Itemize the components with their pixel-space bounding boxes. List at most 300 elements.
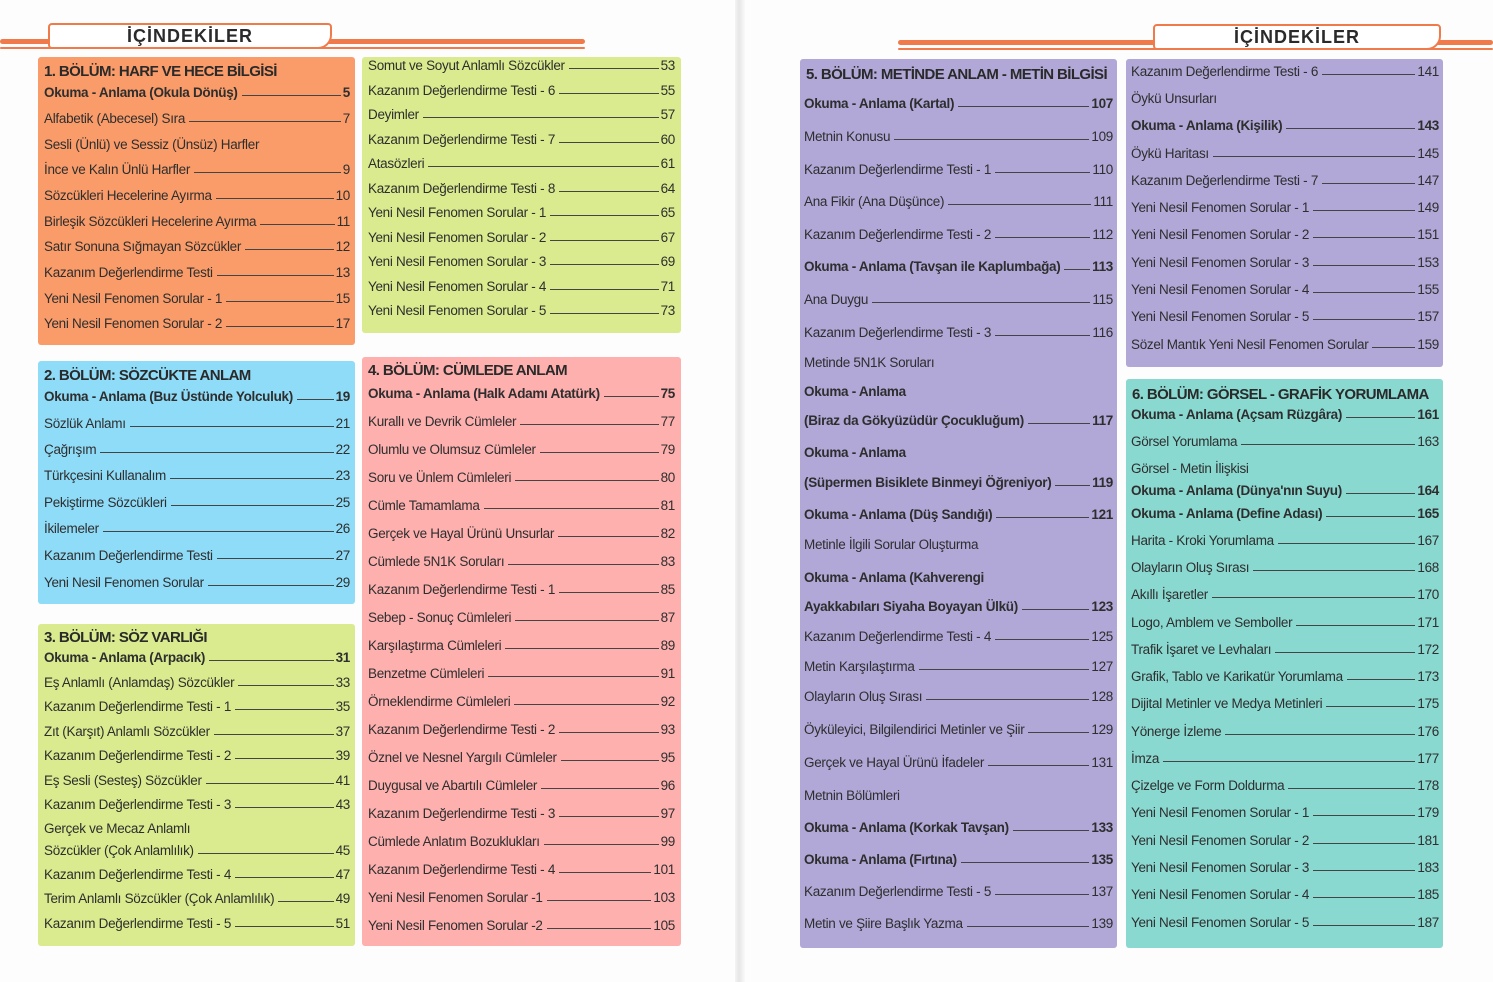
toc-leader-line — [1322, 74, 1415, 75]
toc-entry-title: Cümlede 5N1K Soruları — [368, 554, 505, 569]
toc-entry-title: Kazanım Değerlendirme Testi - 8 — [368, 181, 556, 196]
toc-entry-page: 83 — [660, 554, 675, 569]
toc-leader-line — [515, 480, 658, 481]
toc-entry — [1131, 802, 1439, 820]
toc-leader-line — [1055, 485, 1090, 486]
toc-leader-line — [1253, 570, 1415, 571]
toc-entry-title: Kazanım Değerlendirme Testi - 1 — [368, 582, 556, 597]
toc-entry-title: Metnin Bölümleri — [804, 788, 900, 803]
toc-entry-title: Okuma - Anlama (Define Adası) — [1131, 506, 1323, 521]
toc-entry-title: Yeni Nesil Fenomen Sorular - 2 — [1131, 833, 1310, 848]
toc-entry — [368, 153, 675, 171]
toc-leader-line — [1346, 493, 1415, 494]
toc-leader-line — [206, 783, 334, 784]
toc-entry-title: Gerçek ve Mecaz Anlamlı — [44, 821, 191, 836]
toc-entry-page: 77 — [660, 414, 675, 429]
toc-entry-title: Okuma - Anlama (Arpacık) — [44, 650, 206, 665]
toc-leader-line — [1241, 444, 1415, 445]
toc-entry-page: 19 — [335, 389, 350, 404]
toc-entry — [804, 410, 1113, 428]
toc-entry-page: 17 — [335, 316, 350, 331]
toc-entry-page: 99 — [660, 834, 675, 849]
toc-leader-line — [1064, 269, 1090, 270]
toc-entry-page: 45 — [335, 843, 350, 858]
toc-entry — [1131, 224, 1439, 242]
toc-entry-page: 127 — [1091, 659, 1113, 674]
toc-entry — [44, 439, 350, 457]
toc-leader-line — [1313, 319, 1415, 320]
section-title: 2. BÖLÜM: SÖZCÜKTE ANLAM — [44, 367, 251, 384]
toc-entry — [44, 672, 350, 690]
toc-entry — [804, 596, 1113, 614]
toc-entry-page: 35 — [335, 699, 350, 714]
toc-entry-page: 165 — [1417, 506, 1439, 521]
toc-entry-page: 75 — [660, 386, 675, 401]
toc-entry-page: 51 — [335, 916, 350, 931]
toc-entry-page: 95 — [660, 750, 675, 765]
toc-leader-line — [198, 853, 334, 854]
toc-entry-title: Olayların Oluş Sırası — [804, 689, 923, 704]
toc-entry — [1131, 115, 1439, 133]
toc-entry — [44, 288, 350, 306]
toc-entry-title: Logo, Amblem ve Semboller — [1131, 615, 1293, 630]
toc-leader-line — [547, 900, 652, 901]
toc-entry-title: Okuma - Anlama (Dünya'nın Suyu) — [1131, 483, 1342, 498]
toc-entry-page: 82 — [660, 526, 675, 541]
toc-entry-page: 55 — [660, 83, 675, 98]
toc-leader-line — [1326, 516, 1415, 517]
toc-entry-page: 9 — [342, 162, 350, 177]
toc-entry-title: Terim Anlamlı Sözcükler (Çok Anlamlılık) — [44, 891, 275, 906]
toc-entry-page: 119 — [1092, 475, 1113, 490]
toc-entry-page: 153 — [1417, 255, 1439, 270]
toc-entry-title: Yeni Nesil Fenomen Sorular - 5 — [1131, 915, 1310, 930]
toc-leader-line — [170, 478, 334, 479]
toc-entry-page: 173 — [1417, 669, 1439, 684]
toc-entry-page: 161 — [1417, 407, 1439, 422]
toc-entry-page: 69 — [660, 254, 675, 269]
toc-entry-page: 80 — [660, 470, 675, 485]
toc-entry — [804, 256, 1113, 274]
toc-entry-title: Okuma - Anlama — [804, 384, 906, 399]
toc-entry-title: Eş Sesli (Sesteş) Sözcükler — [44, 773, 202, 788]
toc-entry — [804, 686, 1113, 704]
toc-leader-line — [297, 399, 334, 400]
toc-entry — [44, 818, 350, 836]
toc-entry-page: 107 — [1091, 96, 1113, 111]
toc-entry-page: 61 — [660, 156, 675, 171]
toc-leader-line — [559, 142, 659, 143]
toc-entry-title: İkilemeler — [44, 521, 99, 536]
toc-entry-title: Yeni Nesil Fenomen Sorular - 2 — [368, 230, 547, 245]
toc-entry-page: 93 — [660, 722, 675, 737]
toc-leader-line — [544, 844, 659, 845]
toc-leader-line — [508, 564, 658, 565]
toc-entry-title: İnce ve Kalın Ünlü Harfler — [44, 162, 191, 177]
toc-leader-line — [1313, 237, 1415, 238]
toc-entry-page: 164 — [1417, 483, 1439, 498]
toc-leader-line — [1346, 417, 1415, 418]
toc-leader-line — [559, 816, 659, 817]
toc-entry — [368, 831, 675, 849]
toc-entry-title: İmza — [1131, 751, 1160, 766]
toc-entry-title: Görsel - Metin İlişkisi — [1131, 461, 1249, 476]
toc-entry-title: Akıllı İşaretler — [1131, 587, 1208, 602]
toc-leader-line — [988, 765, 1089, 766]
toc-entry-title: Yeni Nesil Fenomen Sorular - 2 — [44, 316, 223, 331]
toc-entry-page: 85 — [660, 582, 675, 597]
toc-entry-page: 135 — [1091, 852, 1113, 867]
toc-entry-page: 187 — [1417, 915, 1439, 930]
toc-entry-page: 101 — [653, 862, 675, 877]
toc-entry-page: 171 — [1417, 615, 1439, 630]
toc-entry-title: Benzetme Cümleleri — [368, 666, 485, 681]
toc-entry — [804, 656, 1113, 674]
toc-entry-page: 91 — [660, 666, 675, 681]
toc-entry-title: Alfabetik (Abecesel) Sıra — [44, 111, 186, 126]
toc-entry — [44, 492, 350, 510]
toc-entry — [804, 881, 1113, 899]
toc-entry — [368, 202, 675, 220]
toc-entry — [44, 236, 350, 254]
book-spine — [735, 0, 745, 982]
toc-entry-title: Trafik İşaret ve Levhaları — [1131, 642, 1272, 657]
toc-entry-page: 139 — [1091, 916, 1113, 931]
toc-entry-title: Kazanım Değerlendirme Testi - 1 — [804, 162, 992, 177]
toc-title-left: İÇİNDEKİLER — [48, 23, 332, 49]
toc-entry — [804, 719, 1113, 737]
toc-entry-page: 22 — [335, 442, 350, 457]
toc-entry-title: Kazanım Değerlendirme Testi - 3 — [44, 797, 232, 812]
toc-entry-page: 87 — [660, 610, 675, 625]
toc-entry-page: 168 — [1417, 560, 1439, 575]
toc-entry-page: 143 — [1417, 118, 1439, 133]
toc-entry — [804, 752, 1113, 770]
toc-leader-line — [894, 139, 1089, 140]
toc-entry — [1131, 88, 1439, 106]
toc-entry-title: Sözcükleri Hecelerine Ayırma — [44, 188, 212, 203]
toc-entry-title: Metnin Konusu — [804, 129, 891, 144]
toc-leader-line — [1278, 543, 1416, 544]
toc-entry — [1131, 431, 1439, 449]
toc-entry-title: Kazanım Değerlendirme Testi - 7 — [368, 132, 556, 147]
toc-entry — [44, 696, 350, 714]
toc-leader-line — [235, 807, 334, 808]
section-title: 6. BÖLÜM: GÖRSEL - GRAFİK YORUMLAMA — [1132, 386, 1429, 403]
toc-leader-line — [1275, 652, 1415, 653]
toc-entry-title: Zıt (Karşıt) Anlamlı Sözcükler — [44, 724, 210, 739]
toc-entry — [44, 770, 350, 788]
toc-entry-title: Ana Fikir (Ana Düşünce) — [804, 194, 945, 209]
toc-entry-title: Cümle Tamamlama — [368, 498, 480, 513]
toc-entry-title: Metinle İlgili Sorular Oluşturma — [804, 537, 979, 552]
toc-entry-page: 137 — [1091, 884, 1113, 899]
toc-entry-title: Deyimler — [368, 107, 419, 122]
toc-entry-title: Okuma - Anlama (Kahverengi — [804, 570, 985, 585]
toc-leader-line — [1313, 843, 1415, 844]
toc-entry — [44, 721, 350, 739]
toc-leader-line — [1225, 734, 1415, 735]
toc-leader-line — [948, 204, 1091, 205]
toc-leader-line — [171, 505, 334, 506]
toc-leader-line — [238, 685, 333, 686]
toc-entry-page: 115 — [1092, 292, 1113, 307]
toc-entry-title: Yeni Nesil Fenomen Sorular - 2 — [1131, 227, 1310, 242]
toc-entry-page: 15 — [335, 291, 350, 306]
toc-entry — [804, 289, 1113, 307]
toc-entry-title: Yeni Nesil Fenomen Sorular - 4 — [368, 279, 547, 294]
toc-entry-title: Yeni Nesil Fenomen Sorular - 3 — [368, 254, 547, 269]
toc-leader-line — [235, 926, 334, 927]
toc-entry — [1131, 639, 1439, 657]
toc-leader-line — [967, 926, 1090, 927]
toc-entry-title: Kazanım Değerlendirme Testi - 2 — [44, 748, 232, 763]
toc-entry — [804, 126, 1113, 144]
toc-leader-line — [995, 172, 1090, 173]
toc-leader-line — [242, 95, 341, 96]
toc-leader-line — [561, 760, 659, 761]
toc-entry-title: Yeni Nesil Fenomen Sorular -2 — [368, 918, 543, 933]
toc-entry-page: 103 — [653, 890, 675, 905]
toc-entry — [1131, 170, 1439, 188]
toc-leader-line — [520, 424, 658, 425]
toc-leader-line — [559, 93, 659, 94]
toc-entry — [368, 300, 675, 318]
toc-entry — [44, 572, 350, 590]
toc-entry-page: 73 — [660, 303, 675, 318]
toc-entry-title: Yeni Nesil Fenomen Sorular - 1 — [1131, 200, 1310, 215]
toc-entry-page: 110 — [1092, 162, 1113, 177]
toc-entry — [44, 108, 350, 126]
toc-entry-page: 25 — [335, 495, 350, 510]
toc-entry — [44, 134, 350, 152]
toc-entry — [1131, 557, 1439, 575]
toc-entry-page: 64 — [660, 181, 675, 196]
toc-entry — [368, 251, 675, 269]
toc-entry-title: Duygusal ve Abartılı Cümleler — [368, 778, 538, 793]
toc-entry — [804, 224, 1113, 242]
toc-entry-title: Ayakkabıları Siyaha Boyayan Ülkü) — [804, 599, 1018, 614]
toc-entry-page: 181 — [1417, 833, 1439, 848]
toc-leader-line — [194, 172, 341, 173]
toc-entry-title: Kazanım Değerlendirme Testi - 1 — [44, 699, 232, 714]
toc-entry-title: Kazanım Değerlendirme Testi - 5 — [44, 916, 232, 931]
toc-entry — [368, 579, 675, 597]
toc-entry — [368, 523, 675, 541]
toc-entry — [1131, 748, 1439, 766]
toc-leader-line — [540, 452, 659, 453]
toc-entry — [44, 413, 350, 431]
toc-entry-title: Okuma - Anlama (Tavşan ile Kaplumbağa) — [804, 259, 1061, 274]
toc-leader-line — [541, 788, 658, 789]
toc-entry-title: Okuma - Anlama — [804, 445, 906, 460]
toc-leader-line — [559, 191, 659, 192]
toc-leader-line — [995, 237, 1090, 238]
toc-entry-title: Cümlede Anlatım Bozuklukları — [368, 834, 540, 849]
toc-leader-line — [209, 660, 333, 661]
toc-entry-title: Okuma - Anlama (Fırtına) — [804, 852, 957, 867]
toc-entry-page: 57 — [660, 107, 675, 122]
toc-entry — [44, 185, 350, 203]
toc-entry — [804, 352, 1113, 370]
toc-entry-title: Yeni Nesil Fenomen Sorular -1 — [368, 890, 543, 905]
toc-entry — [44, 262, 350, 280]
toc-entry-title: Yeni Nesil Fenomen Sorular - 4 — [1131, 282, 1310, 297]
toc-leader-line — [226, 326, 333, 327]
toc-entry — [368, 803, 675, 821]
toc-entry — [1131, 884, 1439, 902]
toc-entry-title: Okuma - Anlama (Okula Dönüş) — [44, 85, 238, 100]
toc-entry — [804, 849, 1113, 867]
toc-entry-title: Okuma - Anlama (Halk Adamı Atatürk) — [368, 386, 600, 401]
toc-entry — [368, 178, 675, 196]
toc-entry-page: 29 — [335, 575, 350, 590]
toc-entry-title: Kazanım Değerlendirme Testi - 7 — [1131, 173, 1319, 188]
toc-entry-title: Öyküleyici, Bilgilendirici Metinler ve Şiir — [804, 722, 1025, 737]
toc-leader-line — [550, 240, 658, 241]
toc-entry-title: Okuma - Anlama (Açsam Rüzgâra) — [1131, 407, 1343, 422]
toc-entry — [368, 551, 675, 569]
toc-entry — [1131, 404, 1439, 422]
toc-leader-line — [550, 289, 658, 290]
toc-entry-title: Okuma - Anlama (Kişilik) — [1131, 118, 1283, 133]
toc-leader-line — [547, 928, 652, 929]
toc-entry-page: 89 — [660, 638, 675, 653]
toc-entry-title: Pekiştirme Sözcükleri — [44, 495, 167, 510]
toc-entry — [368, 719, 675, 737]
toc-leader-line — [226, 301, 333, 302]
toc-leader-line — [1313, 815, 1415, 816]
toc-entry-page: 133 — [1091, 820, 1113, 835]
toc-entry — [1131, 334, 1439, 352]
toc-entry — [804, 626, 1113, 644]
toc-leader-line — [958, 106, 1089, 107]
toc-leader-line — [235, 709, 334, 710]
toc-entry-title: Kurallı ve Devrik Cümleler — [368, 414, 517, 429]
toc-entry-page: 71 — [660, 279, 675, 294]
toc-entry — [804, 191, 1113, 209]
toc-entry-title: Karşılaştırma Cümleleri — [368, 638, 502, 653]
toc-entry-page: 131 — [1091, 755, 1113, 770]
toc-entry-page: 116 — [1092, 325, 1113, 340]
toc-entry — [1131, 775, 1439, 793]
toc-entry — [44, 888, 350, 906]
toc-entry — [1131, 306, 1439, 324]
toc-entry — [804, 93, 1113, 111]
toc-entry-title: Dijital Metinler ve Medya Metinleri — [1131, 696, 1323, 711]
toc-entry-title: Yeni Nesil Fenomen Sorular - 1 — [44, 291, 223, 306]
toc-leader-line — [103, 531, 334, 532]
toc-entry-title: Çağrışım — [44, 442, 97, 457]
toc-entry-title: (Biraz da Gökyüzüdür Çocukluğum) — [804, 413, 1024, 428]
toc-entry-title: Yeni Nesil Fenomen Sorular - 1 — [1131, 805, 1310, 820]
toc-entry — [44, 913, 350, 931]
toc-entry-title: Metinde 5N1K Soruları — [804, 355, 935, 370]
toc-leader-line — [245, 249, 334, 250]
toc-entry-page: 179 — [1417, 805, 1439, 820]
toc-entry-page: 113 — [1092, 259, 1113, 274]
toc-entry — [1131, 612, 1439, 630]
toc-entry-title: Sözlük Anlamı — [44, 416, 126, 431]
toc-leader-line — [604, 396, 659, 397]
toc-leader-line — [558, 536, 659, 537]
toc-entry-title: Kazanım Değerlendirme Testi - 4 — [804, 629, 992, 644]
toc-entry-title: Kazanım Değerlendirme Testi - 4 — [44, 867, 232, 882]
toc-leader-line — [100, 452, 333, 453]
toc-entry-title: (Süpermen Bisiklete Binmeyi Öğreniyor) — [804, 475, 1052, 490]
toc-leader-line — [1372, 347, 1415, 348]
toc-entry — [804, 817, 1113, 835]
toc-entry-title: Kazanım Değerlendirme Testi - 3 — [368, 806, 556, 821]
toc-leader-line — [423, 117, 659, 118]
toc-entry-page: 177 — [1417, 751, 1439, 766]
toc-entry-title: Eş Anlamlı (Anlamdaş) Sözcükler — [44, 675, 235, 690]
toc-entry — [368, 775, 675, 793]
toc-entry — [44, 518, 350, 536]
toc-entry — [804, 504, 1113, 522]
toc-entry-title: Sözcükler (Çok Anlamlılık) — [44, 843, 194, 858]
toc-leader-line — [926, 699, 1089, 700]
toc-entry-title: Olumlu ve Olumsuz Cümleler — [368, 442, 536, 457]
toc-entry-title: Metin Karşılaştırma — [804, 659, 915, 674]
toc-entry-page: 33 — [335, 675, 350, 690]
toc-entry-page: 39 — [335, 748, 350, 763]
toc-entry — [1131, 530, 1439, 548]
toc-entry-page: 178 — [1417, 778, 1439, 793]
toc-leader-line — [1212, 597, 1415, 598]
toc-leader-line — [484, 508, 659, 509]
toc-entry-page: 26 — [335, 521, 350, 536]
toc-entry-title: Öykü Haritası — [1131, 146, 1209, 161]
toc-leader-line — [217, 558, 334, 559]
toc-entry-page: 125 — [1091, 629, 1113, 644]
toc-leader-line — [550, 264, 658, 265]
toc-entry — [368, 495, 675, 513]
toc-entry-title: Yönerge İzleme — [1131, 724, 1222, 739]
toc-leader-line — [260, 224, 334, 225]
toc-entry-title: Kazanım Değerlendirme Testi — [44, 548, 213, 563]
toc-entry-page: 128 — [1091, 689, 1113, 704]
toc-leader-line — [1326, 706, 1415, 707]
toc-entry — [1131, 584, 1439, 602]
toc-entry-page: 155 — [1417, 282, 1439, 297]
toc-entry — [804, 472, 1113, 490]
toc-leader-line — [514, 704, 658, 705]
toc-entry — [1131, 503, 1439, 521]
toc-entry-title: Somut ve Soyut Anlamlı Sözcükler — [368, 58, 565, 73]
toc-entry-title: Kazanım Değerlendirme Testi - 2 — [368, 722, 556, 737]
toc-entry — [804, 381, 1113, 399]
toc-entry-title: Gerçek ve Hayal Ürünü Unsurlar — [368, 526, 555, 541]
toc-entry — [368, 276, 675, 294]
toc-leader-line — [550, 215, 658, 216]
toc-entry — [44, 211, 350, 229]
toc-entry — [368, 129, 675, 147]
toc-entry-title: Yeni Nesil Fenomen Sorular - 4 — [1131, 887, 1310, 902]
toc-entry-page: 147 — [1417, 173, 1439, 188]
toc-entry-title: Kazanım Değerlendirme Testi — [44, 265, 213, 280]
toc-entry — [44, 159, 350, 177]
toc-entry — [368, 915, 675, 933]
toc-entry-title: Kazanım Değerlendirme Testi - 4 — [368, 862, 556, 877]
toc-entry-page: 23 — [335, 468, 350, 483]
toc-entry-page: 43 — [335, 797, 350, 812]
toc-leader-line — [208, 585, 334, 586]
toc-leader-line — [189, 121, 341, 122]
toc-entry-title: Atasözleri — [368, 156, 425, 171]
toc-entry-title: Olayların Oluş Sırası — [1131, 560, 1250, 575]
toc-leader-line — [217, 275, 334, 276]
